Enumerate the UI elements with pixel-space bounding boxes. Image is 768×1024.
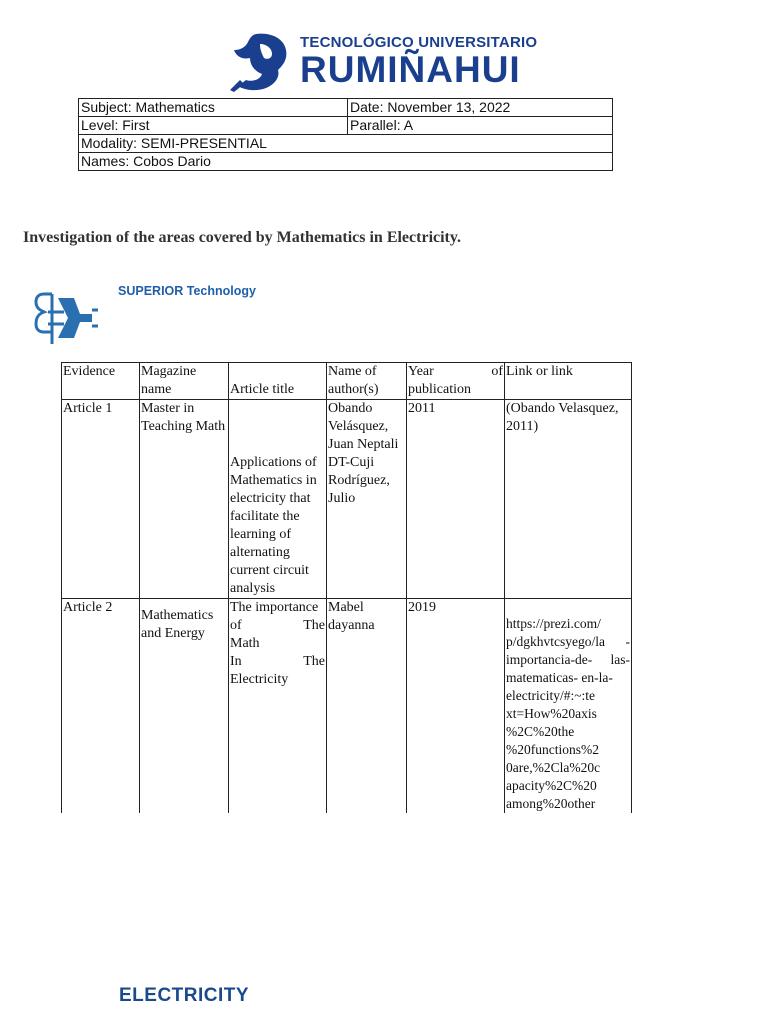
header-magazine: Magazine name	[140, 363, 229, 400]
modality-cell: Modality: SEMI-PRESENTIAL	[79, 135, 613, 153]
table-header-row	[62, 363, 632, 400]
row2-title-word: The	[303, 618, 325, 633]
row2-title-line: Math	[230, 636, 260, 651]
header-year	[407, 363, 505, 400]
header-year-word: Year	[408, 364, 434, 379]
row1-link: (Obando Velasquez, 2011)	[505, 400, 632, 599]
row1-author: Obando Velásquez, Juan Neptali DT-Cuji Rodríguez, Julio	[327, 400, 407, 599]
link-line: %2C%20the	[506, 724, 575, 739]
row2-title-line: Electricity	[230, 672, 289, 687]
link-line: xt=How%20axis	[506, 706, 597, 721]
header-link: Link or link	[505, 363, 632, 400]
row1-year: 2011	[407, 400, 505, 599]
header-title: Article title	[229, 363, 327, 400]
institution-logo	[226, 30, 546, 94]
row2-title	[229, 599, 327, 814]
names-cell: Names: Cobos Dario	[79, 153, 613, 171]
link-line: importancia-de-	[506, 652, 593, 667]
section-title: ELECTRICITY	[119, 985, 250, 1006]
row1-title: Applications of Mathematics in electricity that facilitate the learning of alternating current circuit analysis	[229, 400, 327, 599]
link-line: 0are,%2Cla%20c	[506, 760, 601, 775]
course-info-table	[78, 98, 613, 171]
header-author: Name of author(s)	[327, 363, 407, 400]
link-line: -	[625, 634, 630, 649]
row2-title-word: of	[230, 618, 242, 633]
link-line: https://prezi.com/	[506, 616, 601, 631]
row2-magazine: Mathematics and Energy	[140, 599, 229, 814]
electric-plug-logo-icon	[34, 290, 100, 348]
table-row	[62, 599, 632, 814]
table-row	[79, 99, 613, 117]
date-cell: Date: November 13, 2022	[348, 99, 613, 117]
header-year-of: of	[491, 364, 503, 379]
link-line: las-	[610, 652, 630, 667]
row2-year: 2019	[407, 599, 505, 814]
logo-line-1: TECNOLÓGICO UNIVERSITARIO	[300, 34, 538, 51]
link-line: among%20other	[506, 796, 596, 811]
header-year-publication: publication	[408, 382, 471, 397]
link-line: p/dgkhvtcsyego/la	[506, 634, 605, 649]
row2-evidence: Article 2	[62, 599, 140, 814]
table-row	[79, 135, 613, 153]
row2-title-line: The importance	[230, 600, 319, 615]
table-row	[62, 400, 632, 599]
link-line: %20functions%2	[506, 742, 599, 757]
header-evidence: Evidence	[62, 363, 140, 400]
level-cell: Level: First	[79, 117, 348, 135]
logo-line-2: RUMIÑAHUI	[300, 49, 521, 90]
row2-author: Mabel dayanna	[327, 599, 407, 814]
row1-magazine: Master in Teaching Math	[140, 400, 229, 599]
parallel-cell: Parallel: A	[348, 117, 613, 135]
table-row	[79, 153, 613, 171]
link-line: electricity/#:~:te	[506, 688, 596, 703]
warrior-head-logo-icon	[226, 30, 292, 94]
row2-title-word: In	[230, 654, 242, 669]
evidence-table	[61, 362, 632, 813]
link-line: matematicas- en-la-	[506, 670, 613, 685]
table-row	[79, 117, 613, 135]
link-line: apacity%2C%20	[506, 778, 597, 793]
document-heading: Investigation of the areas covered by Mathematics in Electricity.	[23, 229, 461, 246]
row2-title-word: The	[303, 654, 325, 669]
superior-technology-label: SUPERIOR Technology	[118, 284, 256, 298]
subject-cell: Subject: Mathematics	[79, 99, 348, 117]
row1-evidence: Article 1	[62, 400, 140, 599]
row2-link	[505, 599, 632, 814]
